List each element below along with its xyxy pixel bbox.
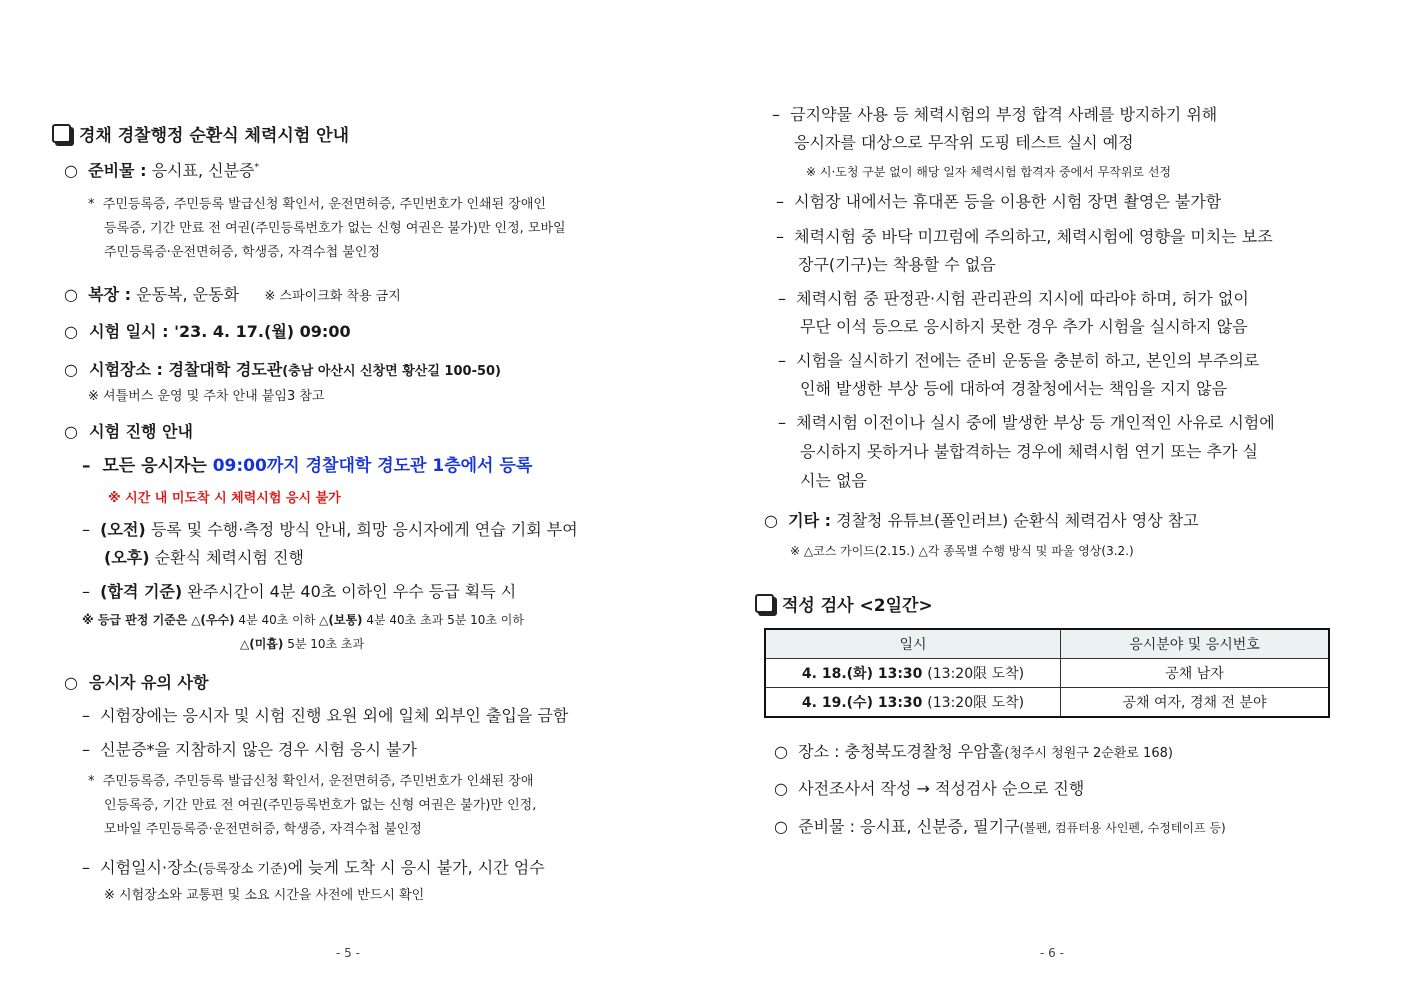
table-cell-date: 4. 19.(수) 13:30 (13:20限 도착) bbox=[765, 688, 1061, 718]
etc-line: ○ 기타 : 경찰청 유튜브(폴인러브) 순환식 체력검사 영상 참고 bbox=[764, 511, 1199, 530]
late-warning: ※ 시간 내 미도착 시 체력시험 응시 불가 bbox=[108, 491, 341, 506]
caution-note-2: 인등록증, 기간 만료 전 여권(주민등록번호가 없는 신형 여권은 불가)만 인정, bbox=[104, 798, 537, 813]
pm-schedule-line: (오후) 순환식 체력시험 진행 bbox=[104, 548, 304, 567]
caution-item-3: – 시험일시·장소(등록장소 기준)에 늦게 도착 시 응시 불가, 시간 엄수 bbox=[82, 858, 545, 877]
shuttle-note: ※ 셔틀버스 운영 및 주차 안내 붙임3 참고 bbox=[88, 389, 325, 404]
grade-criteria-line-2: △(미흡) 5분 10초 초과 bbox=[240, 637, 365, 651]
progress-heading: ○ 시험 진행 안내 bbox=[64, 422, 193, 441]
table-row bbox=[765, 688, 1329, 718]
am-schedule-line: – (오전) 등록 및 수행·측정 방식 안내, 희망 응시자에게 연습 기회 부여 bbox=[82, 520, 578, 539]
aptitude-supplies-line: ○ 준비물 : 응시표, 신분증, 필기구(볼펜, 컴퓨터용 사인펜, 수정테이프 등) bbox=[774, 817, 1226, 836]
officer-rule-2: 무단 이석 등으로 응시하지 못한 경우 추가 시험을 실시하지 않음 bbox=[800, 317, 1248, 336]
registration-line: – 모든 응시자는 09:00까지 경찰대학 경도관 1층에서 등록 bbox=[82, 456, 533, 476]
section-title-fitness: 경채 경찰행정 순환식 체력시험 안내 bbox=[52, 124, 349, 145]
page-number-right: - 6 - bbox=[1040, 946, 1064, 960]
supplies-note-1: * 주민등록증, 주민등록 발급신청 확인서, 운전면허증, 주민번호가 인쇄된 장애인 bbox=[88, 197, 546, 212]
section-title-aptitude: 적성 검사 <2일간> bbox=[755, 594, 933, 615]
aptitude-order-line: ○ 사전조사서 작성 → 적성검사 순으로 진행 bbox=[774, 779, 1085, 798]
table-cell-date: 4. 18.(화) 13:30 (13:20限 도착) bbox=[765, 659, 1061, 688]
page-number-left: - 5 - bbox=[336, 946, 360, 960]
slip-rule-1: – 체력시험 중 바닥 미끄럼에 주의하고, 체력시험에 영향을 미치는 보조 bbox=[776, 227, 1273, 246]
table-header-field: 응시분야 및 응시번호 bbox=[1061, 629, 1330, 659]
caution-note-3: 모바일 주민등록증·운전면허증, 학생증, 자격수첩 불인정 bbox=[104, 822, 422, 837]
supplies-note-3: 주민등록증·운전면허증, 학생증, 자격수첩 불인정 bbox=[104, 245, 380, 260]
table-header-row bbox=[765, 629, 1329, 659]
warmup-rule-1: – 시험을 실시하기 전에는 준비 운동을 충분히 하고, 본인의 부주의로 bbox=[778, 351, 1260, 370]
caution-item-1: – 시험장에는 응시자 및 시험 진행 요원 외에 일체 외부인 출입을 금함 bbox=[82, 706, 569, 725]
injury-rule-2: 응시하지 못하거나 불합격하는 경우에 체력시험 연기 또는 추가 실 bbox=[800, 442, 1259, 461]
injury-rule-1: – 체력시험 이전이나 실시 중에 발생한 부상 등 개인적인 사유로 시험에 bbox=[778, 413, 1275, 432]
table-header-date: 일시 bbox=[765, 629, 1061, 659]
exam-place-line: ○ 시험장소 : 경찰대학 경도관(충남 아산시 신창면 황산길 100-50) bbox=[64, 360, 501, 379]
slip-rule-2: 장구(기구)는 착용할 수 없음 bbox=[798, 255, 996, 274]
warmup-rule-2: 인해 발생한 부상 등에 대하여 경찰청에서는 책임을 지지 않음 bbox=[800, 379, 1228, 398]
phone-rule: – 시험장 내에서는 휴대폰 등을 이용한 시험 장면 촬영은 불가함 bbox=[776, 192, 1222, 211]
aptitude-place-line: ○ 장소 : 충청북도경찰청 우암홀(청주시 청원구 2순환로 168) bbox=[774, 742, 1173, 761]
caution-item-2: – 신분증*을 지참하지 않은 경우 시험 응시 불가 bbox=[82, 740, 417, 759]
supplies-line: ○ 준비물 : 응시표, 신분증* bbox=[64, 161, 259, 180]
injury-rule-3: 시는 없음 bbox=[800, 471, 867, 490]
caution-note-1: * 주민등록증, 주민등록 발급신청 확인서, 운전면허증, 주민번호가 인쇄된 장애 bbox=[88, 774, 534, 789]
doping-line-1: – 금지약물 사용 등 체력시험의 부정 합격 사례를 방지하기 위해 bbox=[772, 105, 1218, 124]
table-cell-field: 공채 여자, 경채 전 분야 bbox=[1061, 688, 1330, 718]
checkbox-square-icon bbox=[52, 124, 71, 143]
cautions-heading: ○ 응시자 유의 사항 bbox=[64, 673, 209, 692]
caution-item-3-note: ※ 시험장소와 교통편 및 소요 시간을 사전에 반드시 확인 bbox=[104, 888, 425, 903]
attire-line: ○ 복장 : 운동복, 운동화 ※ 스파이크화 착용 금지 bbox=[64, 285, 401, 304]
supplies-note-2: 등록증, 기간 만료 전 여권(주민등록번호가 없는 신형 여권은 불가)만 인정, 모바일 bbox=[104, 221, 566, 236]
doping-line-2: 응시자를 대상으로 무작위 도핑 테스트 실시 예정 bbox=[794, 133, 1134, 152]
pass-criteria-line: – (합격 기준) 완주시간이 4분 40초 이하인 우수 등급 획득 시 bbox=[82, 582, 517, 601]
table-cell-field: 공채 남자 bbox=[1061, 659, 1330, 688]
exam-date-line: ○ 시험 일시 : '23. 4. 17.(월) 09:00 bbox=[64, 322, 351, 341]
officer-rule-1: – 체력시험 중 판정관·시험 관리관의 지시에 따라야 하며, 허가 없이 bbox=[778, 289, 1249, 308]
grade-criteria-line-1: ※ 등급 판정 기준은 △(우수) 4분 40초 이하 △(보통) 4분 40초 초과 5분 10초 이하 bbox=[82, 613, 524, 627]
checkbox-square-icon bbox=[755, 594, 774, 613]
aptitude-schedule-table bbox=[764, 628, 1330, 718]
doping-note: ※ 시·도청 구분 없이 해당 일자 체력시험 합격자 중에서 무작위로 선정 bbox=[806, 165, 1172, 179]
etc-note: ※ △코스 가이드(2.15.) △각 종목별 수행 방식 및 파울 영상(3.2.) bbox=[790, 544, 1134, 558]
table-row bbox=[765, 659, 1329, 688]
